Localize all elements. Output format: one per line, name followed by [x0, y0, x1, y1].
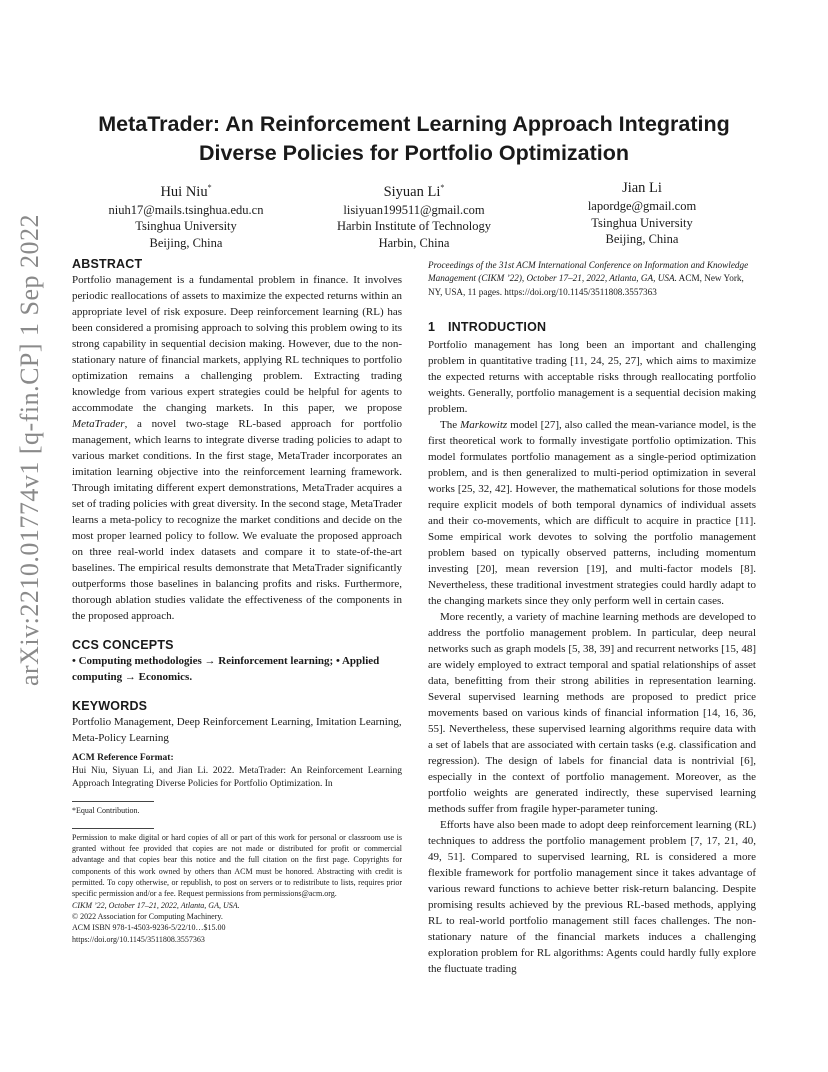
markowitz-term: Markowitz [460, 418, 508, 431]
section-number: 1 [428, 319, 436, 334]
author-affiliation: Tsinghua University [135, 219, 237, 234]
arxiv-identifier: arXiv:2210.01774v1 [q-fin.CP] 1 Sep 2022 [15, 213, 44, 687]
proceedings-citation: Proceedings of the 31st ACM International Conference on Information and Knowledge Management (CIKM ’22), October 17–21, 2022, Atlanta, GA, USA. ACM, New York, NY, USA, 11 pages. https://doi.org/10.1145/3511808.3557363 [428, 260, 749, 297]
author-location: Beijing, China [605, 232, 679, 246]
acm-reference-text: Hui Niu, Siyuan Li, and Jian Li. 2022. MetaTrader: An Reinforcement Learning Approach Integrating Diverse Policies for Portfolio Optimization. In [72, 766, 402, 789]
author-location: Harbin, China [378, 235, 450, 250]
author-location: Beijing, China [149, 235, 223, 250]
conference-line: CIKM ’22, October 17–21, 2022, Atlanta, GA, USA. [72, 900, 240, 910]
permission-notice: Permission to make digital or hard copies of all or part of this work for personal or classroom use is granted without fee provided that copies are not made or distributed for profit or commercial advantage and that copies bear this notice and the full citation on the first page. Copyrights for components of this work owned by others than ACM must be honored. Abstracting with credit is permitted. To copy otherwise, or republish, to post on servers or to redistribute to lists, requires prior specific permission and/or a fee. Request permissions from permissions@acm.org. [72, 832, 402, 899]
author-name: Siyuan Li [383, 183, 441, 200]
intro-paragraph-3: More recently, a variety of machine learning methods are developed to address the portfolio management problem. In particular, deep neural networks such as graph models [5, 38, 39] and recurrent networks [15, 48] are widely employed to extract temporal and spatial relationships of asset data, benefitting from their strong abilities in representation learning. Several supervised learning methods are proposed to predict price movements based on various kinds of financial information [14, 16, 36, 55]. Nevertheless, these supervised learning algorithms require data with a set of labels that are associated with certain tasks (e.g. classification and regression). The design of labels for financial data is nontrivial [6], especially in the context of portfolio management. Moreover, as the portfolio weights are generated indirectly, these supervised learning methods suffer from fragile hyper-parameter tuning. [428, 610, 756, 815]
ccs-concepts-text: • Computing methodologies → Reinforcement learning; • Applied computing → Economics. [72, 655, 380, 683]
abstract-text: Portfolio management is a fundamental problem in finance. It involves periodic reallocations of assets to maximize the expected returns within an appropriate level of risk exposure. Deep reinforcement learning (RL) has been considered a promising approach to solving this problem owing to its strong capability in sequential decision making. However, due to the non-stationary nature of financial markets, applying RL techniques to portfolio optimization remains a challenging problem. Extracting trading knowledge from various expert strategies could be helpful for agents to accommodate the changing markets. In this paper, we propose MetaTrader, a novel two-stage RL-based approach for portfolio management, which learns to integrate diverse trading policies to adapt to various market conditions. In the first stage, MetaTrader incorporates an imitation learning objective into the reinforcement learning framework. Through imitating different expert demonstrations, MetaTrader acquires a set of trading policies with great diversity. In the second stage, MetaTrader learns a meta-policy to recognize the market conditions and decide on the most proper learned policy to follow. We evaluate the proposed approach on three real-world index datasets and compare it to state-of-the-art baselines. The empirical results demonstrate that MetaTrader significantly outperforms those baselines in balancing profits and risks. Furthermore, thorough ablation studies validate the effectiveness of the components in the proposed approach. [72, 274, 402, 622]
isbn-line: ACM ISBN 978-1-4503-9236-5/22/10…$15.00 [72, 923, 226, 933]
copyright-line: © 2022 Association for Computing Machinery. [72, 911, 223, 921]
intro-paragraph-1: Portfolio management has long been an important and challenging problem in quantitative trading [11, 24, 25, 27], which aims to maximize the expected returns with acceptable risks through reallocating portfolio weights. Generally, portfolio management is a sequential decision making problem. [428, 338, 756, 415]
author-email: lisiyuan199511@gmail.com [343, 202, 485, 217]
left-column [72, 256, 402, 945]
abstract-heading: ABSTRACT [72, 257, 143, 271]
keywords-text: Portfolio Management, Deep Reinforcement Learning, Imitation Learning, Meta-Policy Learning [72, 716, 402, 744]
author-affiliation: Tsinghua University [591, 215, 693, 230]
method-name: MetaTrader [72, 418, 125, 430]
right-column [428, 259, 756, 977]
arxiv-sidebar-stamp [2, 120, 58, 780]
footnote-rule [72, 801, 154, 802]
paper-title [60, 110, 768, 168]
introduction-heading [428, 319, 756, 335]
author-name: Hui Niu [160, 183, 208, 200]
ccs-heading: CCS CONCEPTS [72, 638, 174, 652]
author-affiliation: Harbin Institute of Technology [336, 219, 492, 234]
doi-link[interactable]: https://doi.org/10.1145/3511808.3557363 [72, 934, 205, 944]
author-name: Jian Li [622, 180, 662, 196]
author-3 [528, 178, 756, 251]
equal-contribution-mark: * [207, 183, 212, 192]
author-2 [300, 178, 528, 251]
author-1 [72, 178, 300, 251]
title-line-2: Diverse Policies for Portfolio Optimization [198, 141, 630, 165]
author-email: niuh17@mails.tsinghua.edu.cn [108, 202, 264, 217]
intro-paragraph-2: The Markowitz model [27], also called the mean-variance model, is the first theoretical work to formally investigate portfolio optimization. This model formulates portfolio management as a single-period optimization problem, and is then generalized to multi-period optimization in several works [25, 32, 42]. However, the mathematical solutions for those models require explicit models of both temporal dynamics of individual assets and their co-movements, which are difficult to acquire in practice [11]. Some empirical work devotes to solving the portfolio management problem based on typically observed patterns, including momentum investing [20], mean reversion [19], and multi-factor models [8]. Nevertheless, these traditional investment strategies could hardly adapt to the changing markets since they only perform well in certain cases. [428, 418, 756, 607]
equal-contribution-footnote: *Equal Contribution. [72, 805, 140, 815]
author-block [72, 178, 756, 251]
permission-rule [72, 828, 154, 829]
acm-reference-heading: ACM Reference Format: [72, 753, 174, 763]
equal-contribution-mark: * [440, 183, 445, 192]
intro-paragraph-4: Efforts have also been made to adopt deep reinforcement learning (RL) techniques to address the portfolio management problem [7, 17, 21, 40, 49, 51]. Compared to supervised learning, RL is considered a more flexible framework for portfolio management since it takes advantage of various reward functions to achieve better risk-return balancing. Despite promising results achieved by the previous RL-based methods, applying RL to real-world portfolio management still faces challenges. The non-stationary nature of the financial markets induces a challenging exploration problem for RL algorithms: Agents could hardly fully explore the fluctuate trading [428, 818, 756, 975]
section-title: INTRODUCTION [448, 319, 547, 334]
title-line-1: MetaTrader: An Reinforcement Learning Approach Integrating [98, 112, 730, 136]
keywords-heading: KEYWORDS [72, 699, 148, 713]
author-email: lapordge@gmail.com [587, 199, 697, 213]
